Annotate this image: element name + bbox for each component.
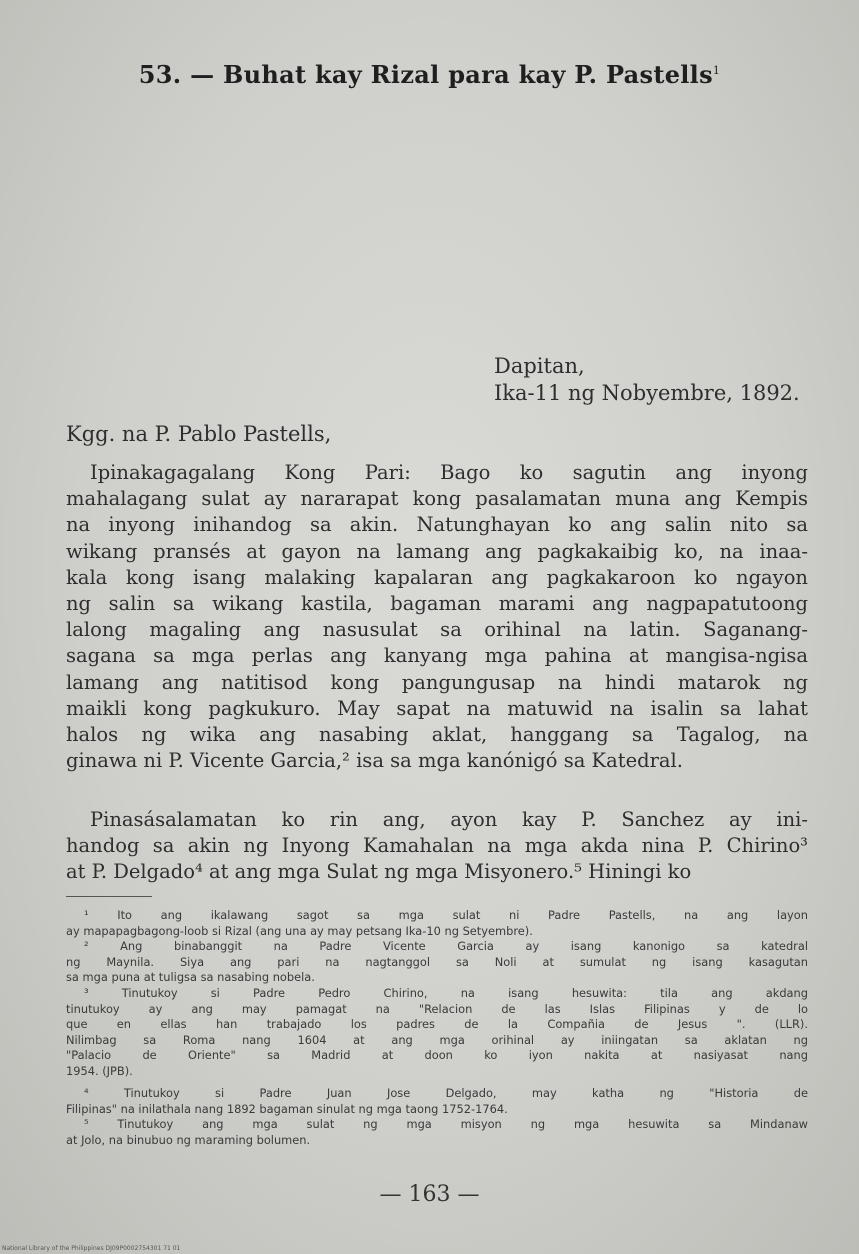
footnote: [66, 908, 808, 939]
title-footnote-mark: 1: [712, 64, 721, 77]
text-line: lamang ang natitisod kong pangungusap na hindi matarok ng: [66, 670, 808, 694]
text-line: Ipinakagagalang Kong Pari: Bago ko sagutin ang inyong: [90, 461, 808, 484]
footnote-line: Nilimbag sa Roma nang 1604 at ang mga orihinal ay iniingatan sa aklatan ng: [66, 1032, 808, 1047]
paragraph-2: [66, 807, 808, 886]
text-line: kala kong isang malaking kapalaran ang pagkakaroon ko ngayon: [66, 565, 808, 589]
title-text: 53. — Buhat kay Rizal para kay P. Pastells: [138, 60, 713, 89]
footnote-line: Filipinas" na inilathala nang 1892 bagaman sinulat ng mga taong 1752-1764.: [66, 1101, 508, 1116]
footnote-line: at Jolo, na binubuo ng maraming bolumen.: [66, 1132, 311, 1147]
footnote-line: ay mapapagbagong-loob si Rizal (ang una ay may petsang Ika-10 ng Setyembre).: [66, 923, 533, 938]
text-line: ginawa ni P. Vicente Garcia,² isa sa mga kanónigó sa Katedral.: [66, 749, 683, 773]
text-line: lalong magaling ang nasusulat sa orihinal na latin. Saganang-: [66, 618, 808, 642]
footnote-line: ⁵ Tinutukoy ang mga sulat ng mga misyon ng mga hesuwita sa Mindanaw: [84, 1117, 808, 1131]
text-line: sagana sa mga perlas ang kanyang mga pahina at mangisa-ngisa: [66, 644, 808, 668]
text-line: Pinasásalamatan ko rin ang, ayon kay P. Sanchez ay ini-: [90, 808, 808, 831]
footnote-line: tinutukoy ay ang may pamagat na "Relacion de las Islas Filipinas y de lo: [66, 1001, 808, 1016]
footnote: [66, 1117, 808, 1148]
text-line: wikang pransés at gayon na lamang ang pagkakaibig ko, na inaa-: [66, 539, 808, 563]
footnote-line: que en ellas han trabajado los padres de la Compañia de Jesus ". (LLR).: [66, 1017, 808, 1031]
footnote: [66, 1086, 808, 1117]
text-line: maikli kong pagkukuro. May sapat na matuwid na isalin sa lahat: [66, 696, 808, 720]
footnote-divider: [66, 896, 152, 897]
letter-title: [0, 60, 859, 89]
footnote: [66, 939, 808, 986]
paragraph-1: [66, 460, 808, 774]
page-number: — 163 —: [379, 1182, 480, 1207]
letter-place: Dapitan,: [494, 354, 585, 378]
footnote-line: ³ Tinutukoy si Padre Pedro Chirino, na isang hesuwita: tila ang akdang: [84, 986, 808, 1000]
text-line: halos ng wika ang nasabing aklat, hanggang sa Tagalog, na: [66, 723, 808, 747]
footnote-line: 1954. (JPB).: [66, 1063, 133, 1078]
text-line: at P. Delgado⁴ at ang mga Sulat ng mga Misyonero.⁵ Hiningi ko: [66, 860, 692, 884]
footnote-line: ⁴ Tinutukoy si Padre Juan Jose Delgado, may katha ng "Historia de: [84, 1086, 808, 1100]
footnote-line: ¹ Ito ang ikalawang sagot sa mga sulat ni Padre Pastells, na ang layon: [84, 908, 808, 922]
footnote-line: "Palacio de Oriente" sa Madrid at doon ko iyon nakita at nasiyasat nang: [66, 1048, 808, 1062]
text-line: na inyong inihandog sa akin. Natunghayan ko ang salin nito sa: [66, 513, 808, 537]
text-line: mahalagang sulat ay nararapat kong pasalamatan muna ang Kempis: [66, 487, 808, 511]
letter-salutation: Kgg. na P. Pablo Pastells,: [66, 422, 332, 446]
scan-credit: National Library of the Philippines DJ09P0002754301 71 01: [2, 1245, 181, 1252]
letter-date: Ika-11 ng Nobyembre, 1892.: [494, 381, 800, 405]
footnote-line: ² Ang binabanggit na Padre Vicente Garcia ay isang kanonigo sa katedral: [84, 939, 808, 953]
footnote: [66, 986, 808, 1079]
text-line: ng salin sa wikang kastila, bagaman marami ang nagpapatutoong: [66, 592, 808, 616]
footnote-line: sa mga puna at tuligsa sa nasabing nobela.: [66, 970, 315, 984]
footnote-line: ng Maynila. Siya ang pari na nagtanggol sa Noli at sumulat ng isang kasagutan: [66, 954, 808, 969]
text-line: handog sa akin ng Inyong Kamahalan na mga akda nina P. Chirino³: [66, 834, 808, 858]
